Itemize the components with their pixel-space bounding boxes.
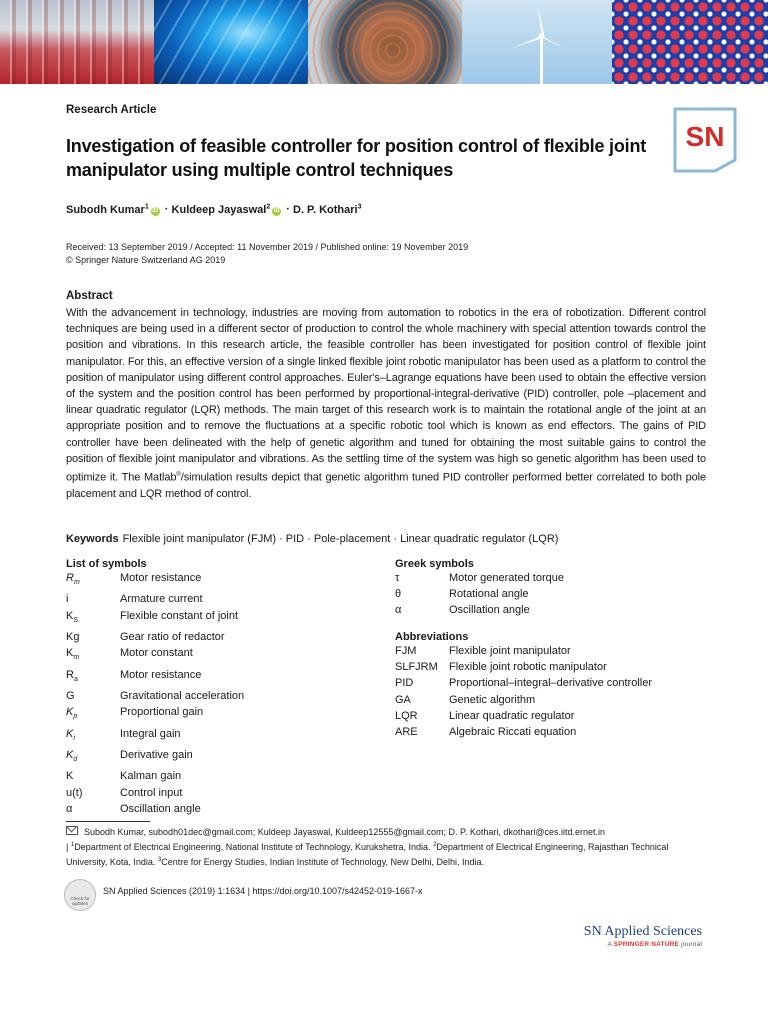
author-3[interactable]: D. P. Kothari$^3$ [293,203,362,216]
symbol-row [66,768,244,784]
banner-image-pattern [612,0,768,84]
symbol-description: Flexible constant of joint [120,609,239,622]
symbol-row [66,801,244,817]
article-type-label: Research Article [66,104,157,116]
abbreviations-table [395,643,652,740]
wind-turbine-icon [462,0,612,84]
symbol-description: Control input [120,786,183,799]
symbol-description: Linear quadratic regulator [449,709,575,722]
author-separator: · [161,203,172,216]
symbol-row [395,643,652,659]
symbol-description: Flexible joint manipulator [449,645,571,657]
symbol-cell: FJM [395,645,417,657]
symbol-description: Gravitational acceleration [120,689,245,702]
symbol-description: Motor constant [120,647,193,660]
symbol-description: Kalman gain [120,770,182,783]
symbol-cell: SLFJRM [395,661,438,674]
symbols-table [66,570,244,817]
symbol-cell: i [66,593,69,606]
orcid-icon[interactable]: iD [273,207,280,214]
symbol-row [66,645,244,666]
symbol-description: Rotational angle [449,588,529,601]
symbol-description: Motor generated torque [449,572,564,584]
symbol-row [66,591,244,607]
symbol-description: Algebraic Riccati equation [449,726,577,739]
symbol-cell: Kg [66,630,80,643]
greek-symbols [395,558,564,619]
symbol-row [66,570,244,591]
contact-text[interactable]: Subodh Kumar, subodh01dec@gmail.com; Kuldeep Jayaswal, Kuldeep12555@gmail.com; D. P. Kothari, dkothari@ces.iitd.ernet.in [84,827,606,837]
symbol-cell: τ [395,572,400,584]
keywords-text: Flexible joint manipulator (FJM) · PID · Pole-placement · Linear quadratic regulator (LQR) [122,533,559,545]
envelope-icon [66,826,78,835]
affiliations: | $^1$Department of Electrical Engineering, National Institute of Technology, Kurukshetra, India. $^2$Department of Electrical Engineering, Rajasthan Technical University, Kota, India. $^3$Centre for Energy Studies, Indian Institute of Technology, New Delhi, Delhi, India. [66,842,669,867]
dates-history: Received: 13 September 2019 / Accepted: 11 November 2019 / Published online: 19 November 2019 [66,242,469,252]
symbol-row [66,667,244,688]
list-of-symbols-heading: List of symbols [66,558,147,570]
copyright-line: © Springer Nature Switzerland AG 2019 [66,255,226,265]
journal-brand: SN Applied Sciences [583,924,702,939]
symbol-cell: $R_m$ [66,572,80,587]
symbol-description: Motor resistance [120,572,202,584]
symbol-cell: $K_d$ [66,748,78,764]
symbol-cell: GA [395,693,411,706]
symbol-row [66,688,244,704]
symbol-cell: $K_p$ [66,706,78,721]
check-for-updates-icon[interactable] [64,879,96,911]
banner-image-tubes [0,0,154,84]
symbol-cell: K [66,770,74,783]
symbol-row [395,692,652,708]
symbol-cell: $K_i$ [66,727,75,742]
symbol-cell: $R_a$ [66,668,78,683]
symbol-row [66,608,244,629]
symbol-description: Armature current [120,593,203,606]
author-list [66,203,362,216]
symbol-description: Proportional–integral–derivative controller [449,677,653,690]
symbol-description: Oscillation angle [449,604,530,617]
footnote [66,826,706,869]
abstract-heading: Abstract [66,290,113,302]
symbol-cell: α [395,604,402,617]
symbol-cell: PID [395,677,414,690]
symbol-row [395,586,564,602]
symbol-row [66,747,244,768]
orcid-icon[interactable]: iD [152,207,159,214]
symbol-row [395,602,564,618]
symbol-description: Oscillation angle [120,802,201,815]
sn-logo-text: SN [685,121,725,152]
symbol-cell: u(t) [66,786,83,799]
symbol-cell: $K_S$ [66,609,79,624]
symbol-row [395,708,652,724]
publisher-tagline: A SPRINGER NATURE journal [607,941,702,948]
symbol-description: Gear ratio of redactor [120,630,225,643]
header-banner [0,0,768,84]
symbol-row [395,675,652,691]
symbol-description: Integral gain [120,727,181,740]
symbol-row [66,785,244,801]
symbol-description: Proportional gain [120,706,204,719]
symbol-description: Flexible joint robotic manipulator [449,661,607,674]
greek-symbols-heading: Greek symbols [395,558,474,570]
symbol-description: Genetic algorithm [449,693,536,706]
symbol-row [395,570,564,586]
publication-dates [66,241,468,267]
sn-logo [672,106,738,174]
list-of-symbols [66,558,244,817]
author-separator: · [283,203,293,216]
symbol-row [395,724,652,740]
keywords [66,533,558,545]
banner-image-wind-turbine [462,0,612,84]
footnote-rule [66,821,150,822]
symbol-description: Motor resistance [120,668,202,681]
banner-image-waves [154,0,308,84]
symbol-cell: G [66,689,75,702]
greek-table [395,570,564,619]
citation-line[interactable]: SN Applied Sciences (2019) 1:1634 | https://doi.org/10.1007/s42452-019-1667-x [103,886,423,896]
abstract-text: With the advancement in technology, industries are moving from automation to robotics in the era of robotization. Different control techniques are being used in a different sector of production to control the whole machinery with special attention towards control the position and vibrations. In this research article, the feasible controller has been investigated for position control of flexible joint manipulator. For this, an effective version of a single linked flexible joint robotic manipulator has been used as a platform to control the position of manipulator using different control approaches. Euler's–Lagrange equations have been used to obtain the effective version of the system and the position control has been performed by proportional-integral-derivative (PID) controller, pole –placement and linear quadratic regulator (LQR) methods. The main target of this research work is to maintain the rotational angle of the joint at an appropriate position and to remove the fluctuations at a specific robotic tool which is known as end effectors. The gains of PID controller have been delineated with the help of genetic algorithm and tuned for obtaining the most suitable gains to control the position of flexible joint manipulator and vibrations. As the settling time of the system was high so genetic algorithm has been used to optimize it. The Matlab®/simulation results depict that genetic algorithm tuned PID controller performed better correlated to both pole placement and LQR method of control. [66,307,706,500]
author-1[interactable]: Subodh Kumar$^1$ [66,203,149,216]
symbol-cell: LQR [395,709,418,722]
author-2[interactable]: Kuldeep Jayaswal$^2$ [171,203,271,216]
symbol-cell: α [66,802,73,815]
symbol-row [66,704,244,725]
banner-image-coil [308,0,462,84]
keywords-label: Keywords [66,533,119,545]
symbol-cell: ARE [395,726,418,739]
symbol-description: Derivative gain [120,748,193,761]
symbol-cell: $K_m$ [66,647,80,662]
symbol-cell: θ [395,588,402,601]
abbreviations [395,631,652,740]
symbol-row [66,726,244,747]
article-title: Investigation of feasible controller for position control of flexible joint manipulator using multiple control techniques [66,136,647,180]
abbreviations-heading: Abbreviations [395,631,469,643]
check-for-updates-label: Check for updates [70,896,90,906]
symbol-row [395,659,652,675]
symbol-row [66,629,244,645]
contact-line [66,826,706,839]
